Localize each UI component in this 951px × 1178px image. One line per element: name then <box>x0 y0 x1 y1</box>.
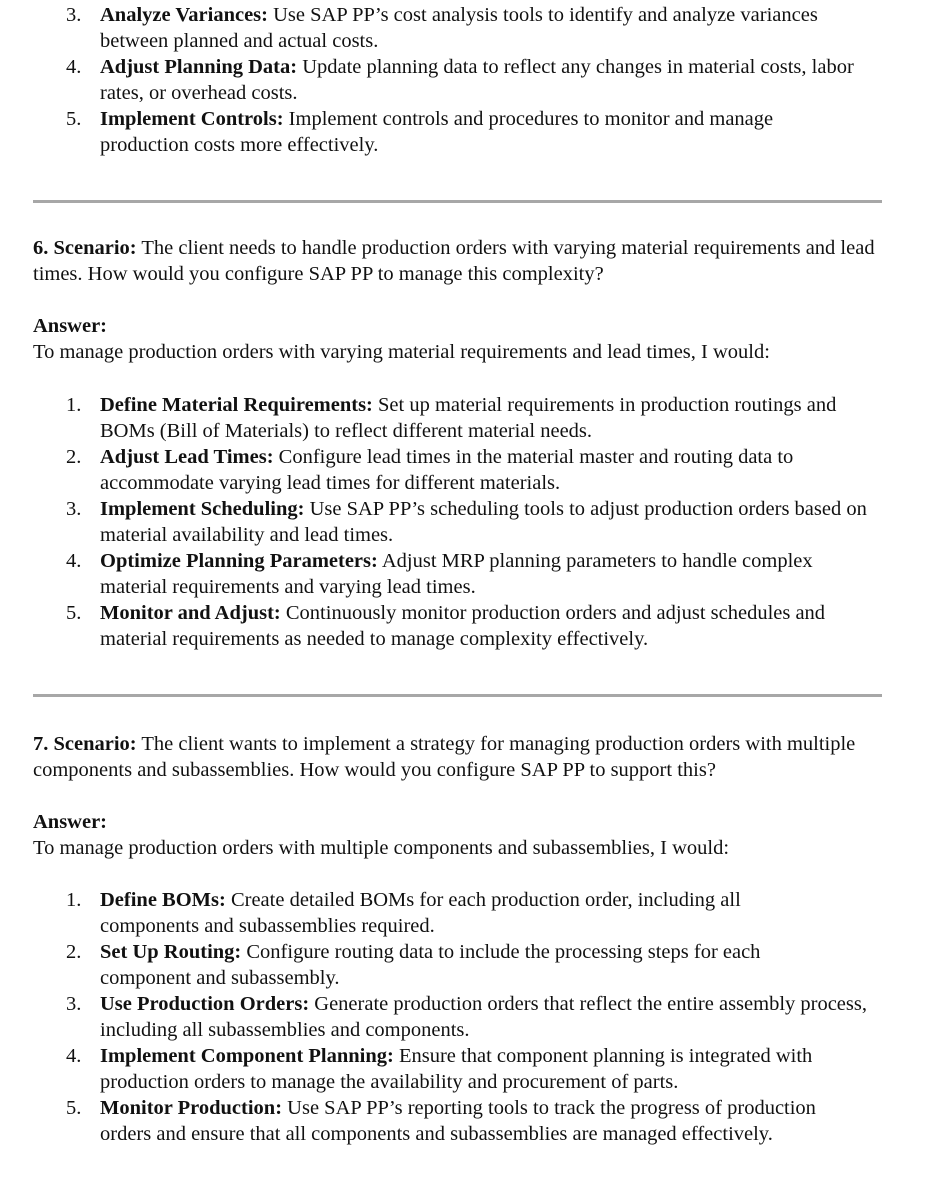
answer-intro: To manage production orders with varying material requirements and lead times, I would: <box>33 341 770 363</box>
section5-steps-list <box>0 2 951 158</box>
list-item: 2. Set Up Routing: Configure routing data to include the processing steps for each component and subassembly. <box>66 941 761 989</box>
step-title: Define BOMs: <box>100 889 226 911</box>
step-title: Monitor Production: <box>100 1097 283 1119</box>
list-item: 4. Optimize Planning Parameters: Adjust MRP planning parameters to handle complex material requirements and varying lead times. <box>66 550 813 598</box>
scenario-label: 6. Scenario: <box>33 237 137 259</box>
step-title: Analyze Variances: <box>100 4 268 26</box>
list-item: 5. Monitor and Adjust: Continuously monitor production orders and adjust schedules and material requirements as needed to manage complexity effectively. <box>66 602 826 650</box>
list-item: 4. Adjust Planning Data: Update planning data to reflect any changes in material costs, labor rates, or overhead costs. <box>66 56 854 104</box>
section7-steps-list <box>0 887 951 1147</box>
list-item: 1. Define Material Requirements: Set up material requirements in production routings and BOMs (Bill of Materials) to reflect different material needs. <box>66 394 837 442</box>
step-title: Adjust Lead Times: <box>100 446 274 468</box>
answer-heading: Answer: <box>33 811 108 833</box>
step-title: Set Up Routing: <box>100 941 242 963</box>
step-title: Optimize Planning Parameters: <box>100 550 378 572</box>
step-title: Use Production Orders: <box>100 993 310 1015</box>
scenario-label: 7. Scenario: <box>33 733 137 755</box>
list-item: 3. Use Production Orders: Generate production orders that reflect the entire assembly process, including all subassemblies and components. <box>66 993 867 1041</box>
step-title: Implement Controls: <box>100 108 284 130</box>
list-item: 2. Adjust Lead Times: Configure lead times in the material master and routing data to accommodate varying lead times for different materials. <box>66 446 794 494</box>
list-item: 4. Implement Component Planning: Ensure that component planning is integrated with production orders to manage the availability and procurement of parts. <box>66 1045 813 1093</box>
step-title: Define Material Requirements: <box>100 394 373 416</box>
step-title: Adjust Planning Data: <box>100 56 298 78</box>
section6-steps-list <box>0 392 951 652</box>
horizontal-divider <box>33 694 882 697</box>
horizontal-divider <box>33 200 882 203</box>
answer-intro: To manage production orders with multiple components and subassemblies, I would: <box>33 837 730 859</box>
list-item: 3. Implement Scheduling: Use SAP PP’s scheduling tools to adjust production orders based on material availability and lead times. <box>66 498 867 546</box>
list-item: 5. Monitor Production: Use SAP PP’s reporting tools to track the progress of production orders and ensure that all components and subassemblies are managed effectively. <box>66 1097 816 1145</box>
list-item: 3. Analyze Variances: Use SAP PP’s cost analysis tools to identify and analyze variances between planned and actual costs. <box>66 4 818 52</box>
list-item: 1. Define BOMs: Create detailed BOMs for each production order, including all components and subassemblies required. <box>66 889 741 937</box>
step-title: Implement Component Planning: <box>100 1045 394 1067</box>
scenario-question: 7. Scenario: The client wants to implement a strategy for managing production orders with multiple components and subassemblies. How would you configure SAP PP to support this? <box>33 733 856 781</box>
step-title: Implement Scheduling: <box>100 498 305 520</box>
step-title: Monitor and Adjust: <box>100 602 281 624</box>
list-item: 5. Implement Controls: Implement controls and procedures to monitor and manage production costs more effectively. <box>66 108 774 156</box>
answer-heading: Answer: <box>33 315 108 337</box>
scenario-question: 6. Scenario: The client needs to handle production orders with varying material requirements and lead times. How would you configure SAP PP to manage this complexity? <box>33 237 875 285</box>
